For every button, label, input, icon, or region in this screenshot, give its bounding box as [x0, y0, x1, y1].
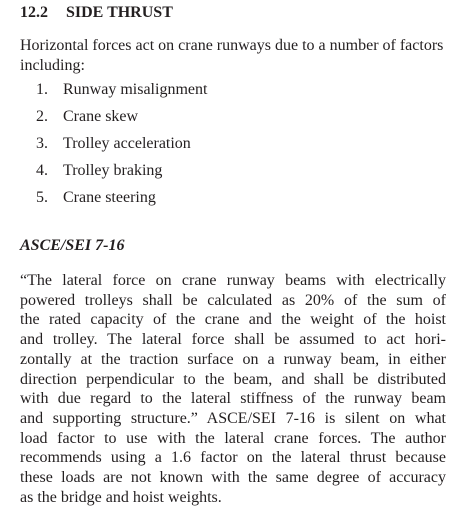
factor-list	[20, 80, 446, 215]
list-item	[20, 107, 446, 134]
body-line: load factor to use with the lateral crane forces. The author	[20, 429, 446, 447]
list-item-number: 2.	[36, 108, 48, 125]
list-item-label: Trolley braking	[63, 162, 163, 179]
body-line: recommends using a 1.6 factor on the lateral thrust because	[20, 449, 446, 467]
list-item-label: Runway misalignment	[63, 81, 208, 98]
body-line: the rated capacity of the crane and the weight of the hoist	[20, 311, 446, 329]
body-line: with due regard to the lateral stiffness of the runway beam	[20, 390, 446, 408]
list-item	[20, 188, 446, 215]
list-item-number: 3.	[36, 135, 48, 152]
list-item-label: Crane steering	[63, 189, 156, 206]
standard-subheading: ASCE/SEI 7-16	[20, 237, 125, 254]
body-line: “The lateral force on crane runway beams with electrically	[20, 272, 446, 289]
intro-paragraph: Horizontal forces act on crane runways due to a number of factors including:	[20, 37, 444, 74]
list-item-number: 1.	[36, 81, 48, 98]
body-line: these loads are not known with the same degree of accuracy	[20, 469, 446, 487]
list-item-label: Trolley acceleration	[63, 135, 191, 152]
list-item	[20, 134, 446, 161]
list-item-number: 5.	[36, 189, 48, 206]
page-content	[20, 3, 446, 507]
section-heading	[20, 3, 446, 23]
body-line: and supporting structure.” ASCE/SEI 7-16 is silent on what	[20, 409, 446, 427]
section-number: 12.2	[20, 4, 48, 21]
body-paragraph	[20, 271, 446, 507]
list-item	[20, 161, 446, 188]
list-item	[20, 80, 446, 107]
body-line: direction perpendicular to the beam, and shall be distributed	[20, 370, 446, 388]
list-item-number: 4.	[36, 162, 48, 179]
body-line: and trolley. The lateral force shall be assumed to act hori-	[20, 331, 446, 349]
body-line: as the bridge and hoist weights.	[20, 488, 222, 506]
body-line: powered trolleys shall be calculated as 20% of the sum of	[20, 291, 446, 309]
body-line: zontally at the traction surface on a runway beam, in either	[20, 350, 446, 368]
list-item-label: Crane skew	[63, 108, 139, 125]
section-title: SIDE THRUST	[66, 4, 173, 21]
